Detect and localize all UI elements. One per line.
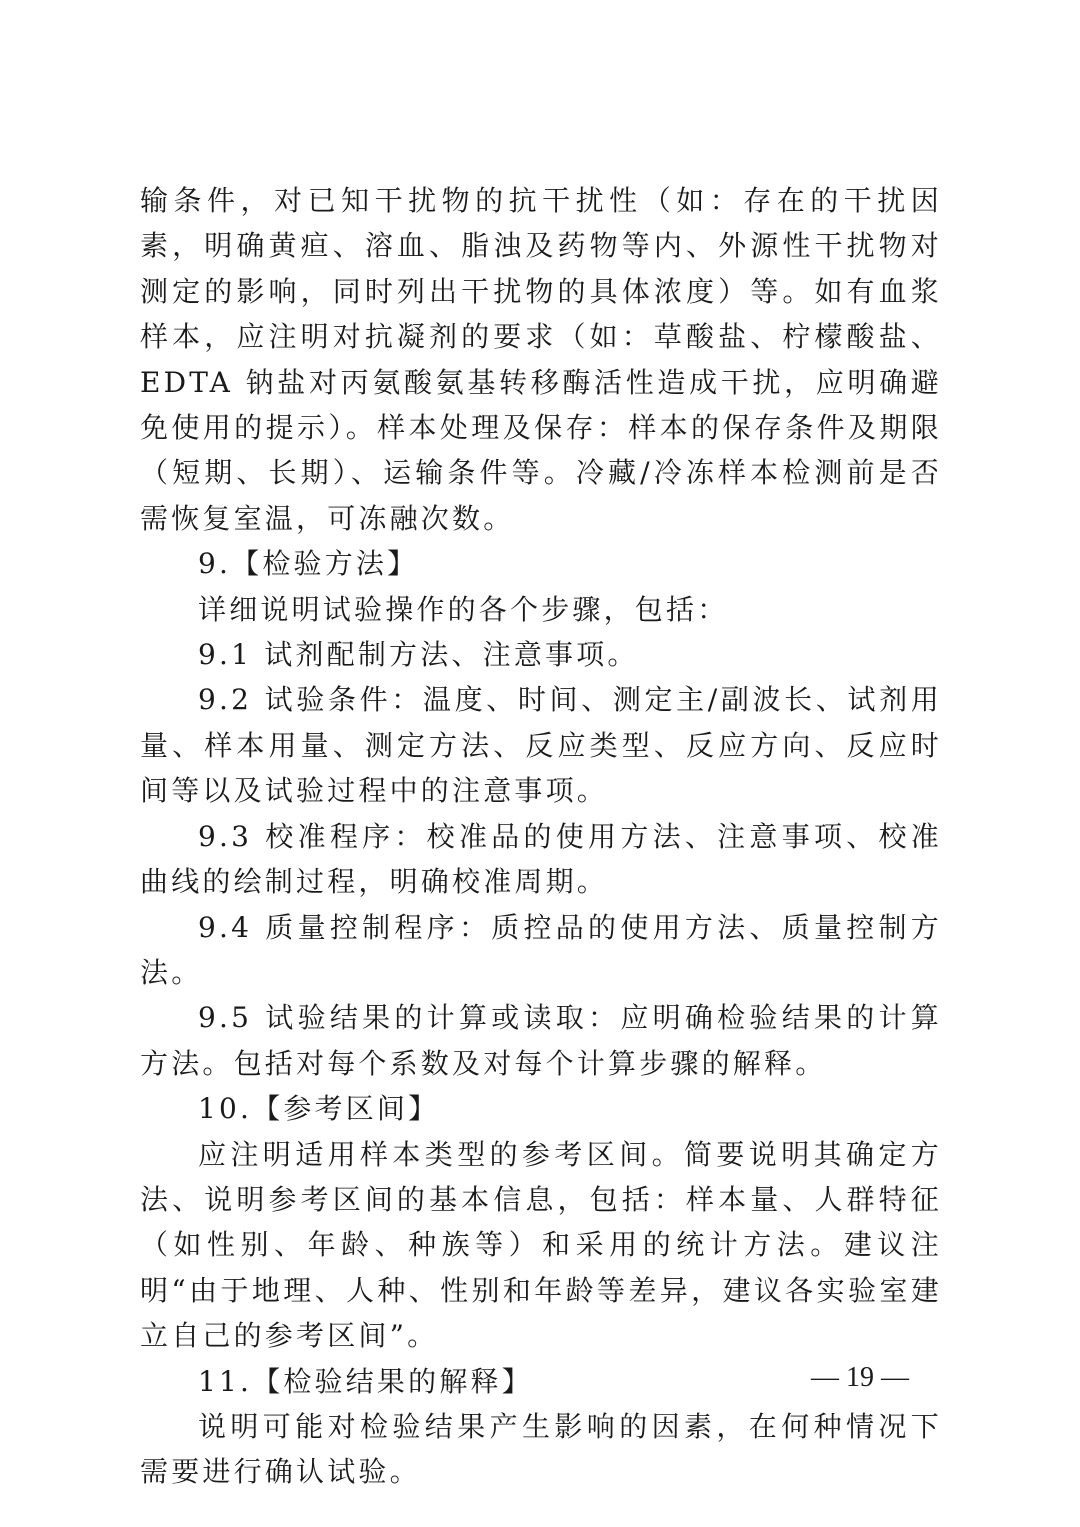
paragraph-reference-interval: 应注明适用样本类型的参考区间。简要说明其确定方法、说明参考区间的基本信息，包括：样本量、人群特征（如性别、年龄、种族等）和采用的统计方法。建议注明“由于地理、人种、性别和年龄等差异，建议各实验室建立自己的参考区间”。 — [140, 1137, 942, 1353]
item-9-3: 9.3 校准程序：校准品的使用方法、注意事项、校准曲线的绘制过程，明确校准周期。 — [140, 819, 942, 899]
item-9-4: 9.4 质量控制程序：质控品的使用方法、质量控制方法。 — [140, 910, 942, 989]
item-9-5: 9.5 试验结果的计算或读取：应明确检验结果的计算方法。包括对每个系数及对每个计算步骤的解释。 — [140, 1001, 942, 1080]
paragraph-sample-conditions: 输条件，对已知干扰物的抗干扰性（如：存在的干扰因素，明确黄疸、溶血、脂浊及药物等内、外源性干扰物对测定的影响，同时列出干扰物的具体浓度）等。如有血浆样本，应注明对抗凝剂的要求（如：草酸盐、柠檬酸盐、EDTA 钠盐对丙氨酸氨基转移酶活性造成干扰，应明确避免使用的提示）。样本处理及保存：样本的保存条件及期限（短期、长期）、运输条件等。冷藏/冷冻样本检测前是否需恢复室温，可冻融次数。 — [140, 184, 942, 535]
paragraph-result-interpretation: 说明可能对检验结果产生影响的因素，在何种情况下需要进行确认试验。 — [140, 1409, 942, 1489]
document-body — [140, 178, 942, 1495]
heading-result-interpretation: 11.【检验结果的解释】 — [198, 1364, 533, 1398]
item-9-1: 9.1 试剂配制方法、注意事项。 — [198, 638, 639, 672]
item-9-2: 9.2 试验条件：温度、时间、测定主/副波长、试剂用量、样本用量、测定方法、反应类型、反应方向、反应时间等以及试验过程中的注意事项。 — [140, 683, 942, 808]
paragraph-test-steps-intro: 详细说明试验操作的各个步骤，包括： — [198, 592, 729, 626]
heading-test-method: 9.【检验方法】 — [198, 547, 419, 581]
heading-reference-interval: 10.【参考区间】 — [198, 1092, 440, 1126]
page-number: — 19 — — [811, 1362, 909, 1393]
